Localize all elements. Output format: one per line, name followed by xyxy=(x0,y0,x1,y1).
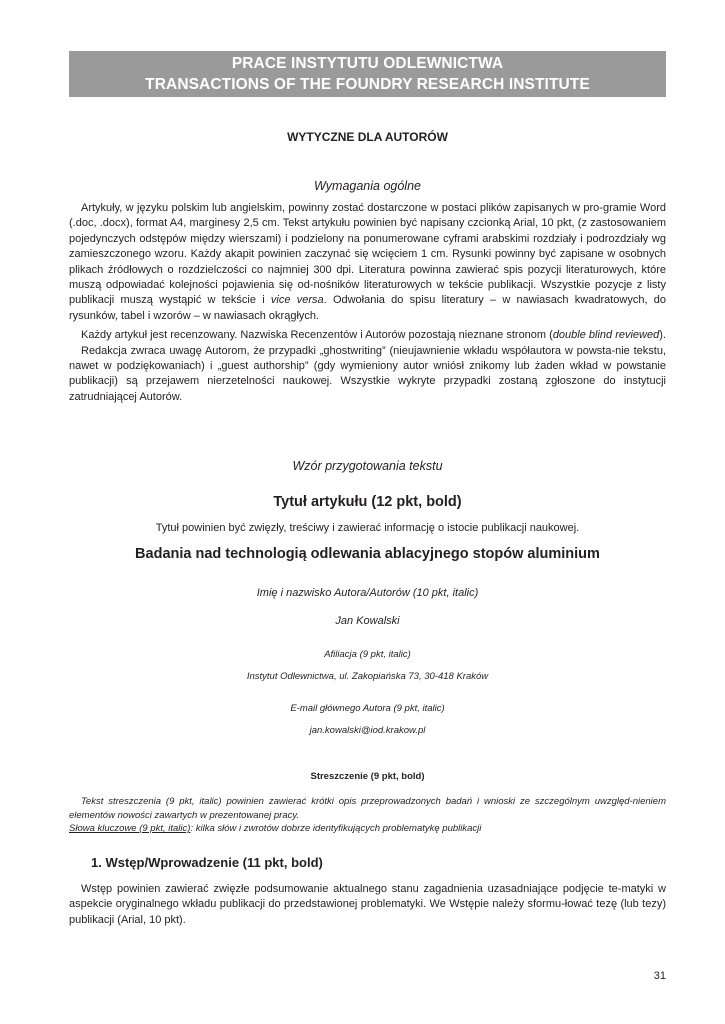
general-requirements-body xyxy=(69,201,666,405)
example-article-title: Badania nad technologią odlewania ablacyjnego stopów aluminium xyxy=(135,546,600,562)
article-title-label: Tytuł artykułu (12 pkt, bold) xyxy=(273,494,462,510)
paragraph-ghostwriting: Redakcja zwraca uwagę Autorom, że przypadki „ghostwriting” (nieujawnienie wkładu współautora w powsta-nie tekstu, nawet w podziękowaniach) i „guest authorship” (gdy wymieniony autor wniósł znikomy lub żaden wkład w powstanie publikacji) są przejawem nierzetelności naukowej. Wszystkie wykryte przypadki zostaną zgłoszone do instytucji zatrudniającej Autorów. xyxy=(69,344,666,403)
keywords-line xyxy=(69,822,666,836)
keywords-label: Słowa kluczowe (9 pkt, italic) xyxy=(69,823,191,834)
abstract-text: Tekst streszczenia (9 pkt, italic) powinien zawierać krótki opis przeprowadzonych badań i wnioski ze szczególnym uwzględ-nieniem elementów nowości zawartych w prezentowanej pracy. xyxy=(69,796,666,821)
article-title-description: Tytuł powinien być zwięzły, treściwy i zawierać informację o istocie publikacji naukowej. xyxy=(155,522,580,534)
abstract-heading: Streszczenie (9 pkt, bold) xyxy=(310,771,425,782)
paragraph-format-requirements: Artykuły, w języku polskim lub angielskim, powinny zostać dostarczone w postaci plików zapisanych w pro-gramie Word (.doc, .docx), format A4, marginesy 2,5 cm. Tekst artykułu powinien być napisany czcionką Arial, 10 pkt, (z zastosowaniem pojedynczych odstępów między wierszami) i podzielony na ponumerowane cyframi arabskimi rozdziały i podrozdziały wg zamieszczonego wzoru. Każdy akapit powinien zaczynać się wcięciem 1 cm. Rysunki powinny być zapisane w osobnych plikach źródłowych o rozdzielczości co najmniej 300 dpi. Literatura powinna zawierać spis pozycji literaturowych, które muszą odpowiadać kolejności pojawienia się od-nośników literaturowych w tekście publikacji. Wszystkie pozycje z listy publikacji muszą wystąpić w tekście i vice versa. Odwołania do spisu literatury – w nawiasach kwadratowych, do rysunków, tabel i wzorów – w nawiasach okrągłych. xyxy=(69,202,666,322)
document-title: WYTYCZNE DLA AUTORÓW xyxy=(287,130,448,144)
author-name: Jan Kowalski xyxy=(335,615,400,627)
introduction-text: Wstęp powinien zawierać zwięzłe podsumowanie aktualnego stanu zagadnienia uzasadniające podjęcie te-matyki w aspekcie oryginalnego wkładu publikacji do przedstawionej problematyki. We Wstępie należy sformu-łować tezę (lub tezy) publikacji (Arial, 10 pkt). xyxy=(69,883,666,926)
section-heading-general: Wymagania ogólne xyxy=(313,179,421,193)
page-number: 31 xyxy=(653,970,666,982)
email-label: E-mail głównego Autora (9 pkt, italic) xyxy=(290,703,445,714)
affiliation-value: Instytut Odlewnictwa, ul. Zakopiańska 73, 30-418 Kraków xyxy=(246,671,489,682)
keywords-text: : kilka słów i zwrotów dobrze identyfikujących problematykę publikacji xyxy=(190,823,482,834)
journal-title-polish: PRACE INSTYTUTU ODLEWNICTWA xyxy=(231,55,504,72)
authors-label: Imię i nazwisko Autora/Autorów (10 pkt, italic) xyxy=(256,587,479,599)
introduction-heading: 1. Wstęp/Wprowadzenie (11 pkt, bold) xyxy=(91,855,323,870)
journal-title-english: TRANSACTIONS OF THE FOUNDRY RESEARCH INSTITUTE xyxy=(145,76,590,93)
abstract-block xyxy=(69,795,666,836)
affiliation-label: Afiliacja (9 pkt, italic) xyxy=(324,649,411,660)
paragraph-review: Każdy artykuł jest recenzowany. Nazwiska Recenzentów i Autorów pozostają nieznane stronom (double blind reviewed). xyxy=(81,329,666,342)
journal-header-band xyxy=(69,51,666,97)
email-value: jan.kowalski@iod.krakow.pl xyxy=(309,725,426,736)
section-heading-template: Wzór przygotowania tekstu xyxy=(292,459,443,473)
introduction-body xyxy=(69,882,666,928)
